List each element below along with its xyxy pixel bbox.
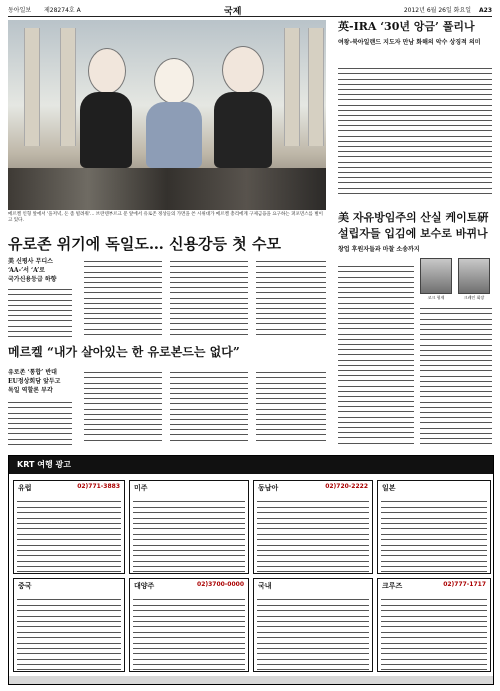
main-body-column-1 xyxy=(8,285,72,339)
main-body-column-3 xyxy=(170,257,248,339)
second-body-column-3 xyxy=(170,368,248,448)
sidebar-top-story xyxy=(338,20,492,206)
page-info xyxy=(404,5,492,14)
sidebar-subhead: 여왕-북아일랜드 지도자 만남 화해의 악수 상징적 의미 xyxy=(338,39,481,46)
paper-name: 동아일보 xyxy=(8,7,32,14)
ad-title: 미주 xyxy=(134,484,148,492)
subhead-line: EU정상회담 앞두고 xyxy=(8,378,61,385)
subhead-line: 국가신용등급 하향 xyxy=(8,276,57,283)
crowd xyxy=(8,168,326,210)
subhead-line: 유로존 ‘통합’ 반대 xyxy=(8,369,57,376)
main-subheads xyxy=(8,257,72,284)
sidebar-second-body-col1 xyxy=(338,262,414,448)
sidebar-second-body-col2 xyxy=(420,304,492,448)
second-body-column-4 xyxy=(256,368,326,448)
portrait-caption: 코크 형제 xyxy=(427,295,445,300)
second-body-column-2 xyxy=(84,368,162,448)
puppet-body xyxy=(146,102,202,168)
section-title: 국제 xyxy=(224,7,242,17)
ad-phone: 02)3700-0000 xyxy=(197,581,244,588)
main-body-column-4 xyxy=(256,257,326,339)
ad-cell xyxy=(253,578,373,672)
subhead-line: 독일 역할론 부각 xyxy=(8,387,53,394)
sidebar-second-headline: 美 자유방임주의 산실 케이토硏 설립자들 입김에 보수로 바뀌나 xyxy=(338,211,489,240)
advertisement-block xyxy=(8,455,494,685)
ad-cell xyxy=(377,480,491,574)
sidebar-second-subhead: 창업 후원자들과 마찰 소송까지 xyxy=(338,246,420,253)
ad-phone: 02)720-2222 xyxy=(325,483,368,490)
gate-column xyxy=(284,28,300,146)
ad-banner xyxy=(9,456,493,474)
sidebar-headline: 英-IRA ‘30년 앙금’ 풀리나 xyxy=(338,20,475,33)
news-photo xyxy=(8,20,326,210)
ad-title: 일본 xyxy=(382,484,396,492)
ad-cell xyxy=(13,578,125,672)
ad-title: 동남아 xyxy=(258,484,279,492)
gate-column xyxy=(24,28,40,146)
ad-phone: 02)771-3883 xyxy=(77,483,120,490)
issue-number: 제28274호 A xyxy=(44,7,81,14)
subhead-line: 美 신평사 무디스 xyxy=(8,258,53,265)
gate-column xyxy=(308,28,324,146)
portrait-caption: 크레인 회장 xyxy=(463,295,485,300)
photo-caption: 메르켈 인형 앞에서 '을저녁, 돈 좀 빌려줘'... 브란덴부르크 문 앞에서 유로존 정상들의 가면을 쓴 시위대가 메르켈 총리에게 구제금융을 요구하는 퍼포먼스를 벌이고 있다. xyxy=(8,212,324,223)
main-headline: 유로존 위기에 독일도… 신용강등 첫 수모 xyxy=(8,235,281,253)
second-body-column-1 xyxy=(8,398,72,448)
gate-column xyxy=(60,28,76,146)
puppet-head xyxy=(88,48,126,94)
ad-title: 유럽 xyxy=(18,484,32,492)
ad-footer-strip xyxy=(9,676,493,684)
date: 2012년 6월 26일 화요일 xyxy=(403,7,472,14)
masthead xyxy=(8,4,492,17)
ad-cell xyxy=(377,578,491,672)
ad-title: 국내 xyxy=(258,582,272,590)
main-body-column-2 xyxy=(84,257,162,339)
puppet-head xyxy=(154,58,194,104)
second-subheads xyxy=(8,368,72,395)
ad-cell xyxy=(13,480,125,574)
ad-title: 대양주 xyxy=(134,582,155,590)
ad-cell xyxy=(129,578,249,672)
puppet-head xyxy=(222,46,264,94)
ad-banner-text: KRT 여행 광고 xyxy=(17,460,71,469)
ad-title: 중국 xyxy=(18,582,32,590)
subhead-line: ‘AA-’서 ‘A’로 xyxy=(8,267,45,274)
ad-phone: 02)777-1717 xyxy=(443,581,486,588)
page-number: A23 xyxy=(479,7,492,14)
second-headline: 메르켈 “내가 살아있는 한 유로본드는 없다” xyxy=(8,345,240,359)
portraits xyxy=(420,258,490,300)
puppet-body xyxy=(214,92,272,168)
sidebar-body xyxy=(338,64,492,204)
ad-cell xyxy=(253,480,373,574)
portrait-right xyxy=(458,258,490,300)
portrait-left xyxy=(420,258,452,300)
puppet-body xyxy=(80,92,132,168)
ad-title: 크루즈 xyxy=(382,582,403,590)
ad-cell xyxy=(129,480,249,574)
